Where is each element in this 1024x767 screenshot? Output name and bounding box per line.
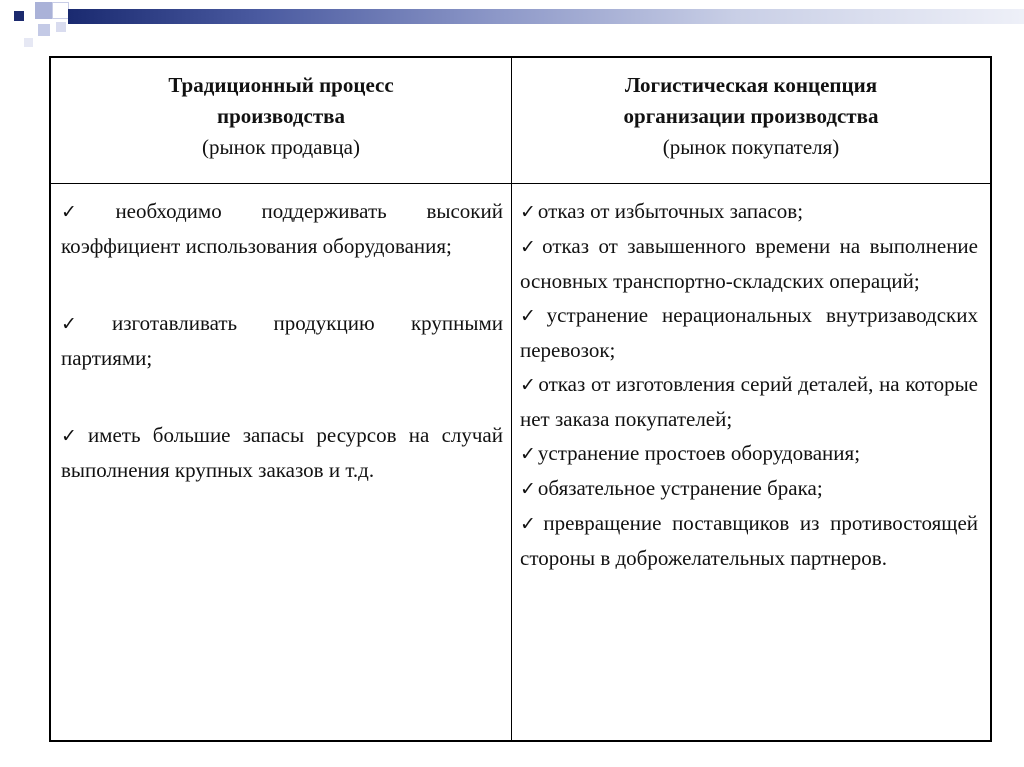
list-item xyxy=(51,296,511,375)
list-item-text: необходимо поддерживать высокий коэффициент использования оборудования; xyxy=(61,199,503,258)
left-item-list xyxy=(51,184,511,487)
checkmark-icon: ✓ xyxy=(520,478,536,500)
checkmark-icon: ✓ xyxy=(61,313,108,335)
list-item-text: иметь большие запасы ресурсов на случай выполнения крупных заказов и т.д. xyxy=(61,423,503,482)
checkmark-icon: ✓ xyxy=(520,513,542,535)
right-column-header xyxy=(512,58,990,184)
list-item xyxy=(512,298,990,367)
list-item-text: отказ от изготовления серий деталей, на которые нет заказа покупателей; xyxy=(520,372,979,431)
right-column-body xyxy=(512,184,990,740)
comparison-table xyxy=(49,56,992,742)
right-header-line2: организации производства xyxy=(623,104,879,128)
right-item-list xyxy=(512,184,990,575)
left-header-line3: (рынок продавца) xyxy=(202,135,360,159)
left-header-line1: Традиционный процесс xyxy=(168,73,394,97)
decor-square xyxy=(24,38,33,47)
list-item xyxy=(512,506,990,575)
decor-square xyxy=(52,2,69,19)
checkmark-icon: ✓ xyxy=(520,374,537,396)
list-item-text: устранение простоев оборудования; xyxy=(537,441,861,465)
list-item-text: обязательное устранение брака; xyxy=(537,476,823,500)
right-header-line1: Логистическая концепция xyxy=(624,73,878,97)
decor-square xyxy=(38,24,50,36)
list-item xyxy=(512,194,990,229)
decor-square xyxy=(35,2,52,19)
decor-square xyxy=(14,11,24,21)
list-item xyxy=(512,367,990,436)
slide-decoration xyxy=(0,0,1024,60)
list-item-text: изготавливать продукцию крупными партиями; xyxy=(61,311,503,370)
checkmark-icon: ✓ xyxy=(520,305,545,327)
checkmark-icon: ✓ xyxy=(61,201,112,223)
list-item xyxy=(512,471,990,506)
checkmark-icon: ✓ xyxy=(520,236,541,258)
right-header-line3: (рынок покупателя) xyxy=(662,135,840,159)
checkmark-icon: ✓ xyxy=(61,425,84,447)
list-item xyxy=(51,408,511,487)
left-column-body xyxy=(51,184,512,740)
left-column-header xyxy=(51,58,512,184)
checkmark-icon: ✓ xyxy=(520,201,536,223)
decor-square xyxy=(56,22,66,32)
list-item-text: отказ от завышенного времени на выполнение основных транспортно-складских операций; xyxy=(520,234,978,293)
list-item xyxy=(512,229,990,298)
header-gradient-bar xyxy=(68,9,1024,24)
list-item-text: отказ от избыточных запасов; xyxy=(537,199,804,223)
left-header-line2: производства xyxy=(216,104,345,128)
list-item-text: устранение нерациональных внутризаводских перевозок; xyxy=(520,303,979,362)
list-item-text: превращение поставщиков из противостоящей стороны в доброжелательных партнеров. xyxy=(520,511,978,570)
checkmark-icon: ✓ xyxy=(520,443,536,465)
list-item xyxy=(51,184,511,263)
list-item xyxy=(512,436,990,471)
